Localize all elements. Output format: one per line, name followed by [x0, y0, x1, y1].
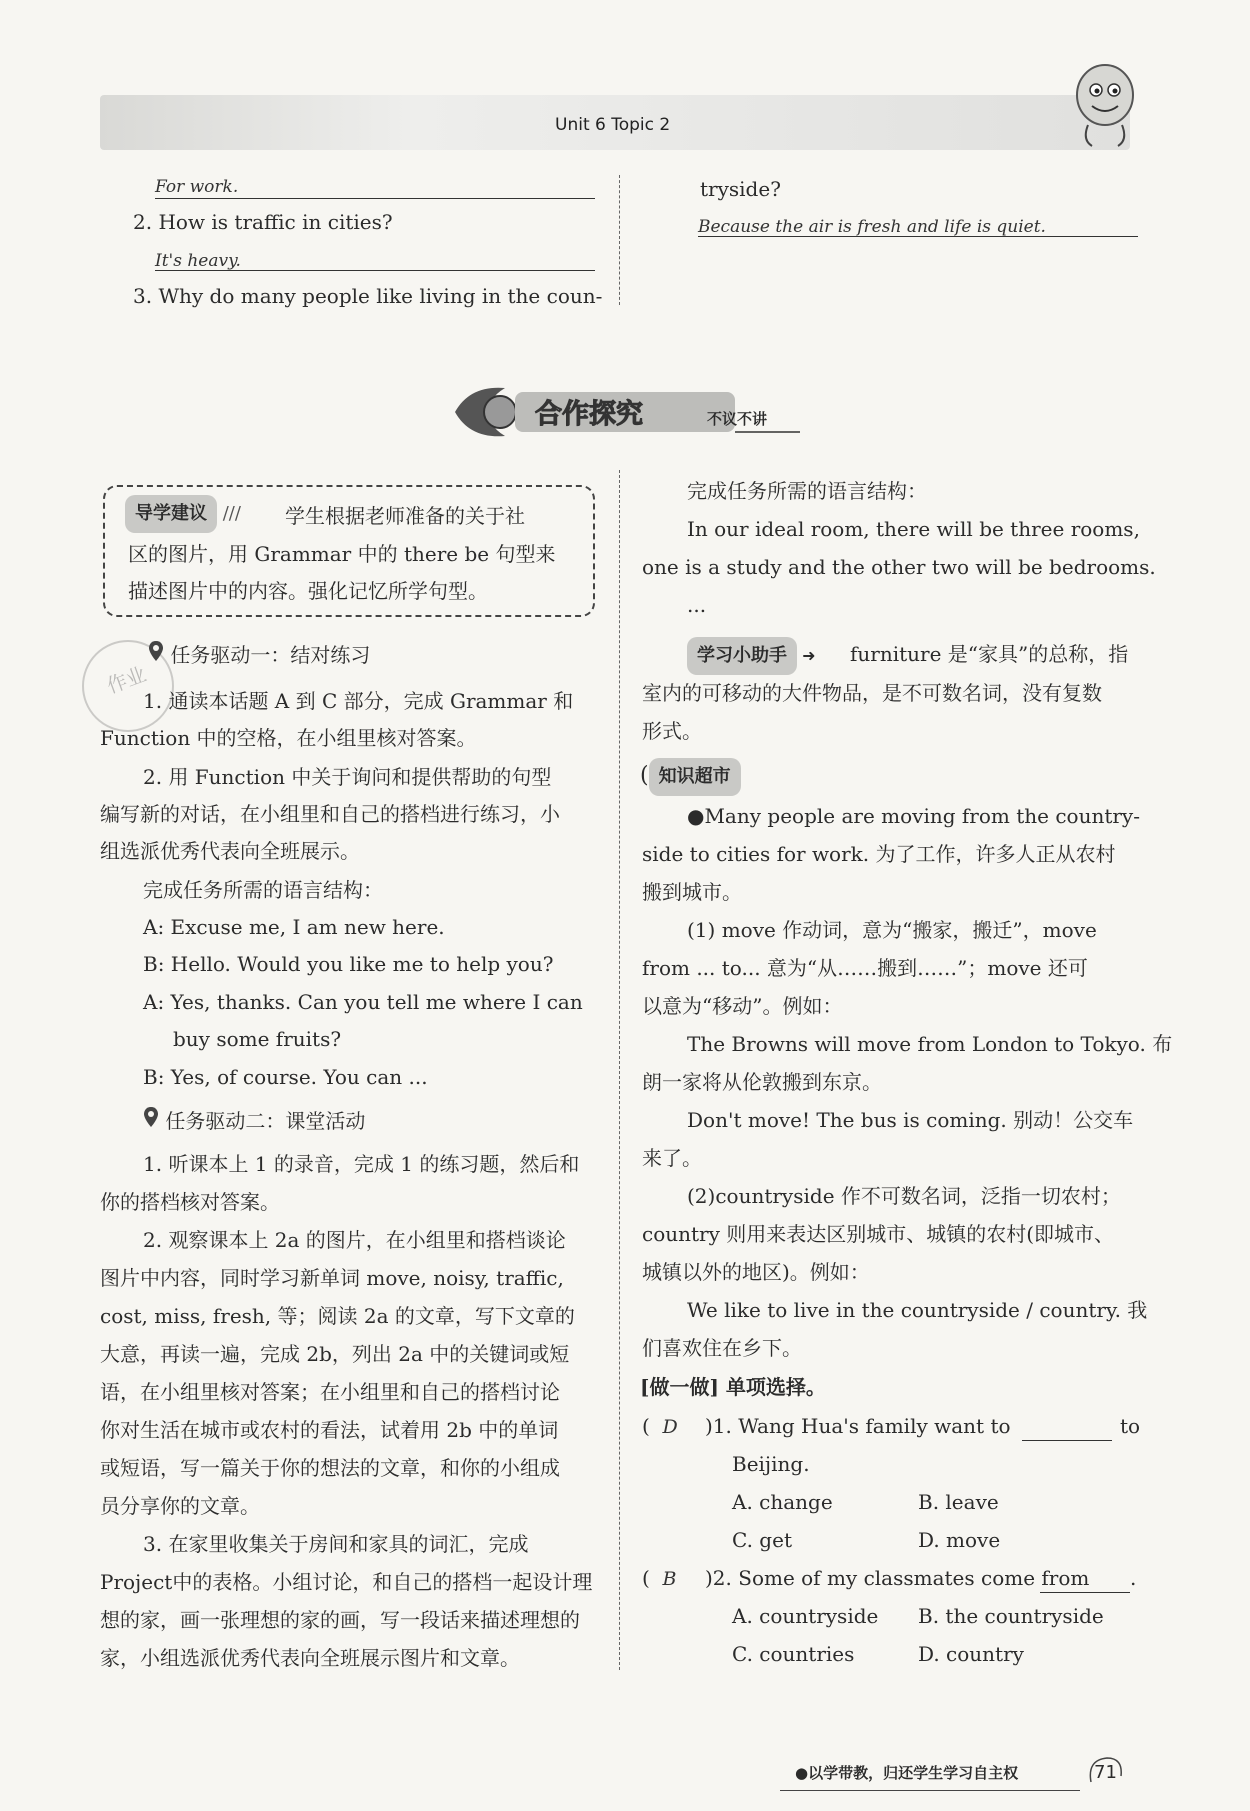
task-2-line: 语，在小组里核对答案；在小组里和自己的搭档讨论: [100, 1380, 560, 1404]
answer-line-3: [698, 236, 1138, 237]
task-2-line: 1. 听课本上 1 的录音，完成 1 的练习题，然后和: [143, 1152, 580, 1176]
helper-tag: 学习小助手: [687, 637, 797, 675]
page-number-text: 71: [1094, 1762, 1117, 1783]
right-structure-line: 完成任务所需的语言结构：: [687, 479, 927, 503]
task-2-line: 想的家，画一张理想的家的画，写一段话来描述理想的: [100, 1608, 580, 1632]
task-2-line: 大意，再读一遍，完成 2b，列出 2a 中的关键词或短: [100, 1342, 570, 1366]
q1-text: )1. Wang Hua's family want to: [705, 1414, 1011, 1438]
task-1-line: buy some fruits?: [173, 1027, 342, 1051]
footer-line: [780, 1790, 1080, 1791]
question-3: 3. Why do many people like living in the coun-: [133, 284, 603, 308]
q2-option-c[interactable]: C. countries: [732, 1642, 855, 1666]
q1-option-c[interactable]: C. get: [732, 1528, 792, 1552]
answer-line-1: [155, 198, 595, 199]
q1-option-b[interactable]: B. leave: [918, 1490, 999, 1514]
task-2-line: 你的搭档核对答案。: [100, 1190, 280, 1214]
task-1-title-text: 任务驱动一：结对练习: [170, 643, 371, 667]
q1-option-d[interactable]: D. move: [918, 1528, 1001, 1552]
helper-line-2: 室内的可移动的大件物品，是不可数名词，没有复数: [642, 681, 1102, 705]
right-structure-line: one is a study and the other two will be bedrooms.: [642, 555, 1156, 579]
q2-answer: B: [662, 1568, 677, 1590]
task-1-line: B: Yes, of course. You can ...: [143, 1065, 428, 1089]
location-pin-icon: [148, 640, 164, 662]
page-number: [1085, 1752, 1125, 1792]
guidance-line-2: 区的图片，用 Grammar 中的 there be 句型来: [128, 542, 556, 566]
answer-2: It's heavy.: [155, 251, 241, 271]
task-2-line: 图片中内容，同时学习新单词 move, noisy, traffic,: [100, 1266, 564, 1290]
footer-slogan: ●以学带教，归还学生学习自主权: [795, 1764, 1019, 1782]
practice-heading: [做一做] 单项选择。: [640, 1375, 826, 1399]
knowledge-line: 城镇以外的地区)。例如：: [642, 1260, 870, 1284]
task-1-title: [148, 636, 370, 674]
q1-text-2: to: [1120, 1414, 1141, 1438]
task-2-line: 你对生活在城市或农村的看法，试着用 2b 中的单词: [100, 1418, 559, 1442]
knowledge-line: from ... to... 意为“从……搬到……”；move 还可: [642, 956, 1088, 980]
task-1-line: 完成任务所需的语言结构：: [143, 878, 383, 902]
question-2: 2. How is traffic in cities?: [133, 210, 393, 234]
column-separator-main: [619, 470, 620, 1670]
answer-line-2: [155, 270, 595, 271]
task-2-line: 员分享你的文章。: [100, 1494, 260, 1518]
knowledge-line: side to cities for work. 为了工作，许多人正从农村: [642, 842, 1116, 866]
knowledge-line: The Browns will move from London to Tokyo. 布: [687, 1032, 1173, 1056]
knowledge-line: 朗一家将从伦敦搬到东京。: [642, 1070, 882, 1094]
q1-blank[interactable]: [1022, 1440, 1112, 1441]
task-2-line: 2. 观察课本上 2a 的图片，在小组里和搭档谈论: [143, 1228, 566, 1252]
q2-paren: ( B: [642, 1566, 677, 1590]
mascot-icon: [1070, 60, 1140, 150]
q2-option-b[interactable]: B. the countryside: [918, 1604, 1104, 1628]
banner-subtitle: 不议不讲: [707, 410, 768, 428]
unit-topic-header: Unit 6 Topic 2: [555, 115, 671, 135]
task-1-line: B: Hello. Would you like me to help you?: [143, 952, 554, 976]
knowledge-line: Don't move! The bus is coming. 别动！公交车: [687, 1108, 1134, 1132]
knowledge-line: 们喜欢住在乡下。: [642, 1336, 802, 1360]
stamp-text: 作业: [103, 661, 150, 699]
task-1-line: 1. 通读本话题 A 到 C 部分，完成 Grammar 和: [143, 689, 574, 713]
task-2-line: Project中的表格。小组讨论，和自己的搭档一起设计理: [100, 1570, 593, 1594]
knowledge-line: country 则用来表达区别城市、城镇的农村(即城市、: [642, 1222, 1115, 1246]
task-1-line: A: Excuse me, I am new here.: [143, 915, 445, 939]
q2-option-d[interactable]: D. country: [918, 1642, 1024, 1666]
q1-text-3: Beijing.: [732, 1452, 810, 1476]
knowledge-tag-row: ( 知识超市: [640, 756, 741, 796]
guidance-tag-row: 导学建议 ///: [125, 493, 241, 533]
task-2-line: cost, miss, fresh, 等；阅读 2a 的文章，写下文章的: [100, 1304, 575, 1328]
task-1-line: 2. 用 Function 中关于询问和提供帮助的句型: [143, 765, 552, 789]
helper-line-3: 形式。: [642, 719, 702, 743]
knowledge-line: 搬到城市。: [642, 880, 742, 904]
task-2-line: 家，小组选派优秀代表向全班展示图片和文章。: [100, 1646, 520, 1670]
task-2-title: [143, 1102, 365, 1140]
knowledge-line: 来了。: [642, 1146, 702, 1170]
q1-option-a[interactable]: A. change: [732, 1490, 833, 1514]
task-1-line: A: Yes, thanks. Can you tell me where I can: [143, 990, 583, 1014]
guidance-line-1: 学生根据老师准备的关于社: [285, 504, 525, 528]
q2-text: )2. Some of my classmates come from: [705, 1566, 1090, 1590]
right-structure-line: In our ideal room, there will be three rooms,: [687, 517, 1140, 541]
q2-period: .: [1130, 1566, 1137, 1590]
guidance-tag: 导学建议: [125, 495, 217, 533]
knowledge-line: We like to live in the countryside / country. 我: [687, 1298, 1148, 1322]
question-3-cont: tryside?: [700, 177, 781, 201]
q1-answer: D: [662, 1416, 678, 1438]
answer-1: For work.: [155, 177, 239, 197]
knowledge-line: ●Many people are moving from the country-: [687, 804, 1140, 828]
task-1-line: 编写新的对话，在小组里和自己的搭档进行练习，小: [100, 802, 560, 826]
guidance-line-3: 描述图片中的内容。强化记忆所学句型。: [128, 579, 488, 603]
column-separator-top: [619, 175, 620, 305]
section-banner: [445, 380, 805, 444]
task-1-line: Function 中的空格，在小组里核对答案。: [100, 726, 477, 750]
knowledge-line: 以意为“移动”。例如：: [642, 994, 843, 1018]
q1-paren: ( D: [642, 1414, 678, 1438]
task-1-line: 组选派优秀代表向全班展示。: [100, 839, 360, 863]
banner-title: 合作探究: [535, 399, 643, 430]
helper-line-1: furniture 是“家具”的总称，指: [850, 642, 1129, 666]
answer-3: Because the air is fresh and life is quiet.: [698, 217, 1046, 237]
helper-tag-row: 学习小助手 ➜: [687, 635, 816, 675]
knowledge-line: (1) move 作动词，意为“搬家，搬迁”，move: [687, 918, 1097, 942]
knowledge-line: (2)countryside 作不可数名词，泛指一切农村；: [687, 1184, 1121, 1208]
q2-option-a[interactable]: A. countryside: [732, 1604, 879, 1628]
knowledge-tag: 知识超市: [649, 758, 741, 796]
q2-blank[interactable]: [1040, 1592, 1130, 1593]
task-2-line: 3. 在家里收集关于房间和家具的词汇，完成: [143, 1532, 529, 1556]
task-2-line: 或短语，写一篇关于你的想法的文章，和你的小组成: [100, 1456, 560, 1480]
right-structure-line: ...: [687, 593, 707, 617]
location-pin-icon: [143, 1106, 159, 1128]
task-2-title-text: 任务驱动二：课堂活动: [165, 1109, 366, 1133]
